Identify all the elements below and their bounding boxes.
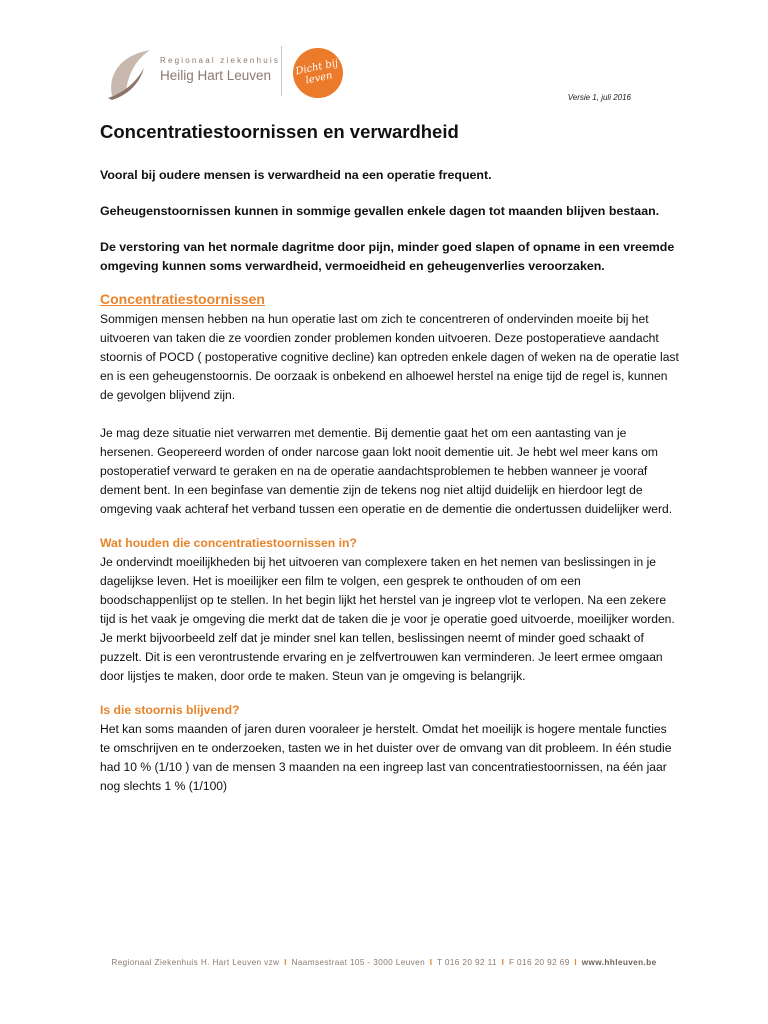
footer-address: Naamsestraat 105 - 3000 Leuven <box>291 958 426 967</box>
lead-paragraph: De verstoring van het normale dagritme door pijn, minder goed slapen of opname in een vreemde omgeving kunnen soms verwardheid, vermoeidheid en geheugenverlies veroorzaken. <box>100 240 675 273</box>
page-header <box>100 44 660 100</box>
body-paragraph: Je mag deze situatie niet verwarren met dementie. Bij dementie gaat het om een aantasting van je hersenen. Geopereerd worden of onder narcose gaan lokt nooit dementie uit. Je hebt wel meer kans om postoperatief verward te geraken en na de operatie aandachtsproblemen te hebben wanneer je vooraf dement bent. In een beginfase van dementie zijn de tekens nog niet altijd duidelijk en hierdoor legt de omgeving vaak achteraf het verband tussen een operatie en de dementie die ondertussen duidelijker werd. <box>100 426 673 516</box>
logo-subtitle: Regionaal ziekenhuis <box>160 56 281 65</box>
logo-divider <box>281 46 282 96</box>
slogan-badge <box>288 43 347 102</box>
footer-website-link[interactable]: www.hhleuven.be <box>581 958 657 967</box>
page-title: Concentratiestoornissen en verwardheid <box>100 121 459 142</box>
hospital-logo-icon <box>104 46 156 100</box>
lead-paragraph: Geheugenstoornissen kunnen in sommige gevallen enkele dagen tot maanden blijven bestaan. <box>100 204 660 218</box>
body-paragraph: Je ondervindt moeilijkheden bij het uitvoeren van complexere taken en het nemen van beslissingen in je dagelijkse leven. Het is moeilijker een film te volgen, een gesprek te onthouden of om een boodschappenlijst op te stellen. In het begin lijkt het herstel van je ingreep vlot te verlopen. Na een zekere tijd is het vaak je omgeving die merkt dat de taken die je voor je operatie goed uitvoerde, moeilijker worden. Je merkt bijvoorbeeld zelf dat je minder snel kan tellen, beslissingen neemt of minder goed schaakt of puzzelt. Dit is een verontrustende ervaring en je zelfvertrouwen kan verminderen. Je leert ermee omgaan door lijstjes te maken, door orde te maken. Steun van je omgeving is belangrijk. <box>100 555 675 683</box>
footer-separator: I <box>429 958 433 967</box>
subsection-heading-blijvend: Is die stoornis blijvend? <box>100 703 240 717</box>
slogan-text: Dicht bij leven <box>294 57 340 87</box>
footer-phone: T 016 20 92 11 <box>436 958 497 967</box>
subsection-heading-wat-houden: Wat houden die concentratiestoornissen in? <box>100 536 357 550</box>
hospital-logo-text <box>160 56 280 84</box>
body-paragraph: Het kan soms maanden of jaren duren vooraleer je herstelt. Omdat het moeilijk is hogere mentale functies te omschrijven en te onderzoeken, tasten we in het duister over de omvang van dit probleem. In één studie had 10 % (1/10 ) van de mensen 3 maanden na een ingreep last van concentratiestoornissen, na één jaar nog slechts 1 % (1/100) <box>100 722 672 793</box>
logo-title: Heilig Hart Leuven <box>160 68 272 83</box>
section-heading-concentratiestoornissen: Concentratiestoornissen <box>100 291 265 307</box>
footer-fax: F 016 20 92 69 <box>508 958 570 967</box>
document-body <box>100 120 680 815</box>
footer-separator: I <box>501 958 505 967</box>
footer-separator: I <box>574 958 578 967</box>
version-label: Versie 1, juli 2016 <box>567 93 631 102</box>
page-footer <box>0 958 768 967</box>
lead-paragraph: Vooral bij oudere mensen is verwardheid na een operatie frequent. <box>100 168 492 182</box>
body-paragraph: Sommigen mensen hebben na hun operatie last om zich te concentreren of ondervinden moeite bij het uitvoeren van taken die ze voordien zonder problemen konden uitvoeren. Deze postoperatieve aandacht stoornis of POCD ( postoperative cognitive decline) kan optreden enkele dagen of weken na de operatie last en is een geheugenstoornis. De oorzaak is onbekend en alhoewel herstel na enige tijd de regel is, kunnen de gevolgen blijvend zijn. <box>100 312 679 402</box>
footer-separator: I <box>284 958 287 967</box>
footer-org: Regionaal Ziekenhuis H. Hart Leuven vzw <box>111 958 280 967</box>
